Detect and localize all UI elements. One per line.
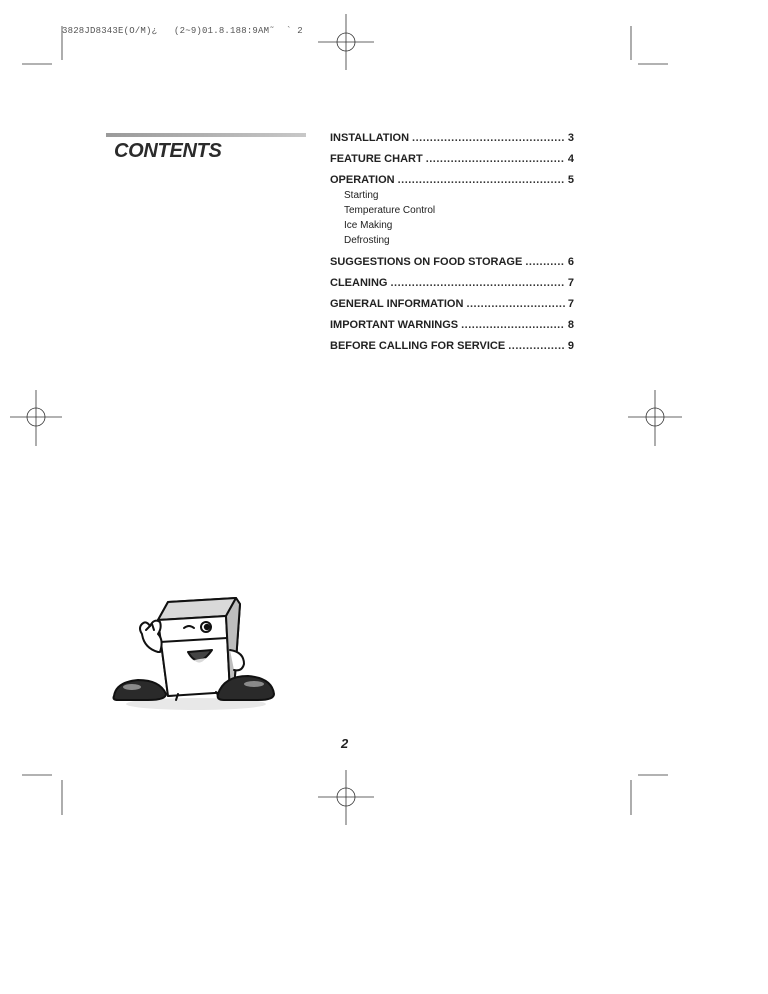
toc-page-number: 7 (567, 298, 574, 310)
page-title: CONTENTS (114, 140, 222, 162)
toc-label: IMPORTANT WARNINGS (330, 319, 459, 331)
toc-entry (330, 152, 574, 166)
toc-line (330, 255, 574, 269)
refrigerator-mascot-illustration (108, 590, 288, 715)
toc-entry (330, 297, 574, 311)
toc-line (330, 297, 574, 311)
toc-label: CLEANING (330, 277, 388, 289)
print-slug-header: 3828JD8343E(O/M)¿ (2~9)01.8.188:9AM˜ ` 2 (62, 26, 303, 36)
toc-page-number: 4 (567, 153, 574, 165)
title-rule (106, 133, 306, 137)
toc-leader-dots (525, 255, 565, 269)
registration-target-left (10, 390, 62, 446)
toc-line (330, 131, 574, 145)
registration-target-right (628, 390, 682, 446)
toc-page-number: 6 (567, 256, 574, 268)
toc-leader-dots (508, 339, 565, 353)
toc-label: OPERATION (330, 174, 395, 186)
toc-leader-dots (390, 276, 564, 290)
toc-page-number: 3 (567, 132, 574, 144)
toc-line (330, 152, 574, 166)
toc-page-number: 9 (567, 340, 574, 352)
toc-line (330, 276, 574, 290)
toc-sub-item: Ice Making (344, 220, 393, 231)
toc-leader-dots (412, 131, 565, 145)
toc-page-number: 8 (567, 319, 574, 331)
toc-entry (330, 173, 574, 248)
toc-label: SUGGESTIONS ON FOOD STORAGE (330, 256, 523, 268)
toc-leader-dots (466, 297, 564, 311)
toc-entry (330, 131, 574, 145)
toc-line (330, 339, 574, 353)
toc-line (330, 318, 574, 332)
toc-entry (330, 339, 574, 353)
toc-sub-item: Starting (344, 190, 379, 201)
toc-label: INSTALLATION (330, 132, 410, 144)
page-number: 2 (341, 736, 349, 751)
toc-leader-dots (426, 152, 565, 166)
toc-entry (330, 318, 574, 332)
toc-sub-item: Defrosting (344, 235, 390, 246)
registration-target-top (318, 14, 374, 70)
toc-entry (330, 276, 574, 290)
toc-leader-dots (461, 318, 565, 332)
registration-target-bottom (318, 770, 374, 825)
toc-label: GENERAL INFORMATION (330, 298, 464, 310)
toc-line (330, 173, 574, 187)
toc-sub-item: Temperature Control (344, 205, 436, 216)
toc-page-number: 5 (567, 174, 574, 186)
table-of-contents (330, 131, 574, 360)
toc-page-number: 7 (567, 277, 574, 289)
toc-label: BEFORE CALLING FOR SERVICE (330, 340, 506, 352)
toc-leader-dots (398, 173, 565, 187)
toc-entry (330, 255, 574, 269)
toc-label: FEATURE CHART (330, 153, 423, 165)
toc-sub-list (330, 188, 574, 248)
